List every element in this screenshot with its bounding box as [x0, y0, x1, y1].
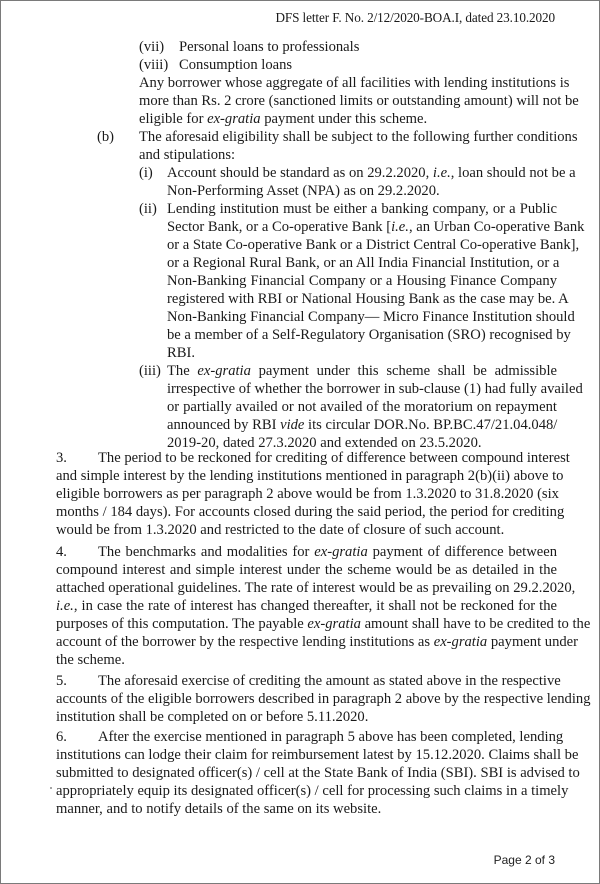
- text-line: or a State Co-operative Bank or a District Central Co-operative Bank],: [167, 237, 580, 253]
- sub-num: (iii): [139, 363, 161, 379]
- text-line: institution shall be completed on or before 5.11.2020.: [56, 709, 369, 725]
- text-line: be a member of a Self-Regulatory Organisation (SRO) recognised by: [167, 327, 571, 343]
- text-line: The ex-gratia payment under this scheme shall be admissible: [167, 363, 557, 379]
- text-line: manner, and to notify details of the same on its website.: [56, 801, 382, 817]
- page-number: Page 2 of 3: [493, 853, 555, 867]
- text-line: The benchmarks and modalities for ex-gratia payment of difference between: [98, 544, 558, 560]
- sub-num: (ii): [139, 201, 157, 217]
- text-line: Non-Banking Financial Company or a Housing Finance Company: [167, 273, 557, 289]
- text-line: irrespective of whether the borrower in sub-clause (1) had fully availed: [167, 381, 583, 397]
- text-line: would be from 1.3.2020 and restricted to the date of closure of such account.: [56, 522, 505, 538]
- text-line: purposes of this computation. The payable ex-gratia amount shall have to be credited to the: [56, 616, 591, 632]
- text-line: the scheme.: [56, 652, 125, 668]
- text-line: Any borrower whose aggregate of all facilities with lending institutions is: [139, 75, 570, 91]
- para-num: 4.: [56, 544, 67, 560]
- text-line: compound interest and simple interest under the scheme would be as detailed in the: [56, 562, 557, 578]
- text-line: The aforesaid eligibility shall be subject to the following further conditions: [139, 129, 578, 145]
- para-num: 5.: [56, 673, 67, 689]
- list-num: (viii): [139, 57, 169, 73]
- text-line: or a Regional Rural Bank, or an All India Financial Institution, or a: [167, 255, 560, 271]
- text-line: submitted to designated officer(s) / cell at the State Bank of India (SBI). SBI is advised to: [56, 765, 580, 781]
- scan-speck: [50, 787, 52, 789]
- text-line: institutions can lodge their claim for reimbursement latest by 15.12.2020. Claims shall be: [56, 747, 579, 763]
- text-line: account of the borrower by the respective lending institutions as ex-gratia payment under: [56, 634, 578, 650]
- text-line: Non-Performing Asset (NPA) as on 29.2.2020.: [167, 183, 440, 199]
- text-line: eligible for ex-gratia payment under this scheme.: [139, 111, 428, 127]
- text-line: attached operational guidelines. The rate of interest would be as prevailing on 29.2.2020,: [56, 580, 576, 596]
- para-num: 6.: [56, 729, 67, 745]
- text-line: announced by RBI vide its circular DOR.No. BP.BC.47/21.04.048/: [167, 417, 558, 433]
- item-num: (b): [97, 129, 115, 145]
- sub-num: (i): [139, 165, 153, 181]
- text-line: Lending institution must be either a banking company, or a Public: [167, 201, 557, 217]
- list-text: Personal loans to professionals: [179, 39, 360, 55]
- text-line: eligible borrowers as per paragraph 2 above would be from 1.3.2020 to 31.8.2020 (six: [56, 486, 559, 502]
- text-line: The period to be reckoned for crediting of difference between compound interest: [98, 450, 570, 466]
- text-line: Account should be standard as on 29.2.2020, i.e., loan should not be a: [167, 165, 576, 181]
- text-line: and stipulations:: [139, 147, 236, 163]
- text-line: accounts of the eligible borrowers described in paragraph 2 above by the respective lending: [56, 691, 591, 707]
- text-line: RBI.: [167, 345, 195, 361]
- text-line: registered with RBI or National Housing Bank as the case may be. A: [167, 291, 569, 307]
- text-line: months / 184 days). For accounts closed during the said period, the period for crediting: [56, 504, 565, 520]
- text-line: more than Rs. 2 crore (sanctioned limits or outstanding amount) will not be: [139, 93, 579, 109]
- list-text: Consumption loans: [179, 57, 293, 73]
- text-line: and simple interest by the lending institutions mentioned in paragraph 2(b)(ii) above to: [56, 468, 564, 484]
- text-line: The aforesaid exercise of crediting the amount as stated above in the respective: [98, 673, 561, 689]
- text-line: After the exercise mentioned in paragraph 5 above has been completed, lending: [98, 729, 564, 745]
- list-num: (vii): [139, 39, 165, 55]
- letter-reference-header: DFS letter F. No. 2/12/2020-BOA.I, dated 23.10.2020: [275, 10, 555, 25]
- text-line: i.e., in case the rate of interest has changed thereafter, it shall not be reckoned for the: [56, 598, 557, 614]
- text-line: 2019-20, dated 27.3.2020 and extended on 23.5.2020.: [167, 435, 482, 451]
- text-line: or partially availed or not availed of the moratorium on repayment: [167, 399, 557, 415]
- text-line: Non-Banking Financial Company— Micro Finance Institution should: [167, 309, 575, 325]
- text-line: Sector Bank, or a Co-operative Bank [i.e., an Urban Co-operative Bank: [167, 219, 585, 235]
- para-num: 3.: [56, 450, 67, 466]
- text-line: appropriately equip its designated officer(s) / cell for processing such claims in a timely: [56, 783, 569, 799]
